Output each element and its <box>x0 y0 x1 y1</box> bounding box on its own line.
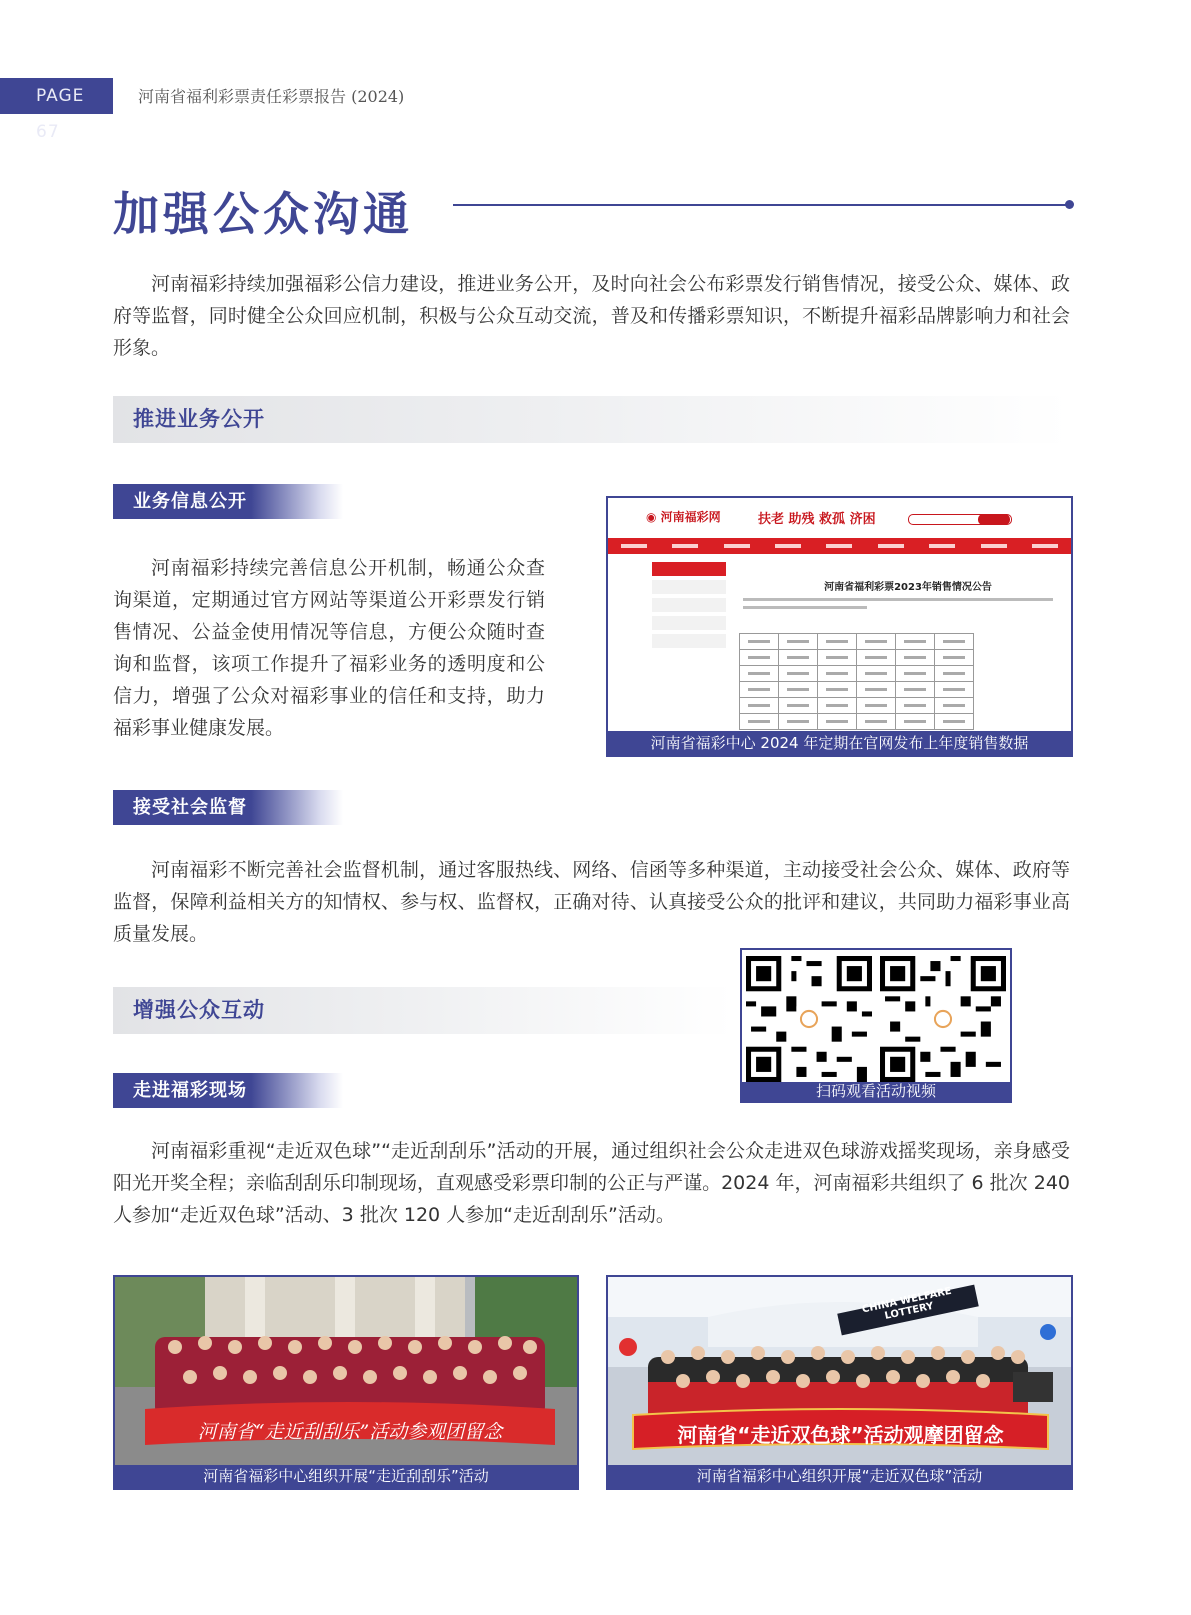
website-sales-table <box>739 633 974 730</box>
photo-backdrop-text: CHINA WELFARE LOTTERY <box>861 1285 953 1322</box>
photo-banner-doublecolor: 河南省“走近双色球”活动观摩团留念 <box>677 1423 1004 1447</box>
website-header <box>608 498 1071 538</box>
website-search-button <box>978 514 1010 525</box>
title-rule-dot <box>1065 200 1074 209</box>
tag-business-info: 业务信息公开 <box>113 484 343 519</box>
website-notice-title: 河南省福利彩票2023年销售情况公告 <box>824 582 992 593</box>
website-slogan: 扶老 助残 救孤 济困 <box>758 512 876 527</box>
website-screenshot <box>606 496 1073 757</box>
title-rule <box>453 204 1070 206</box>
heading-business-open: 推进业务公开 <box>113 396 1070 443</box>
qr-caption: 扫码观看活动视频 <box>742 1082 1010 1101</box>
photo-doublecolor-visit <box>606 1275 1073 1490</box>
photo-caption-doublecolor: 河南省福彩中心组织开展“走近双色球”活动 <box>608 1465 1071 1488</box>
page-number-tab: PAGE 67 <box>0 78 113 114</box>
section-title: 加强公众沟通 <box>113 187 413 241</box>
website-figure-caption: 河南省福彩中心 2024 年定期在官网发布上年度销售数据 <box>608 731 1071 755</box>
report-title: 河南省福利彩票责任彩票报告 (2024) <box>138 87 405 106</box>
lottery-logo-icon: ◉ <box>646 510 657 524</box>
supervision-paragraph: 河南福彩不断完善社会监督机制，通过客服热线、网络、信函等多种渠道，主动接受社会公众、媒体、政府等监督，保障利益相关方的知情权、参与权、监督权，正确对待、认真接受公众的批评和建议，共同助力福彩事业高质量发展。 <box>113 859 1070 945</box>
qr-code-panel <box>740 948 1012 1103</box>
photo-banner-scratch: 河南省“走近刮刮乐”活动参观团留念 <box>197 1421 503 1443</box>
business-info-paragraph: 河南福彩持续完善信息公开机制，畅通公众查询渠道，定期通过官方网站等渠道公开彩票发行销售情况、公益金使用情况等信息，方便公众随时查询和监督，该项工作提升了福彩业务的透明度和公信力，增强了公众对福彩事业的信任和支持，助力福彩事业健康发展。 <box>113 557 545 739</box>
website-notice-text <box>743 598 1053 614</box>
heading-public-interaction: 增强公众互动 <box>113 987 733 1034</box>
website-logo: ◉ 河南福彩网 <box>646 510 721 524</box>
website-sidebar <box>652 562 726 652</box>
tag-visit-site: 走进福彩现场 <box>113 1073 343 1108</box>
photo-caption-scratch: 河南省福彩中心组织开展“走近刮刮乐”活动 <box>115 1465 577 1488</box>
tag-social-supervision: 接受社会监督 <box>113 790 343 825</box>
intro-paragraph: 河南福彩持续加强福彩公信力建设，推进业务公开，及时向社会公布彩票发行销售情况，接受公众、媒体、政府等监督，同时健全公众回应机制，积极与公众互动交流，普及和传播彩票知识，不断提升福彩品牌影响力和社会形象。 <box>113 273 1070 359</box>
visit-paragraph: 河南福彩重视“走近双色球”“走近刮刮乐”活动的开展，通过组织社会公众走进双色球游戏摇奖现场，亲身感受阳光开奖全程；亲临刮刮乐印制现场，直观感受彩票印制的公正与严谨。2024 年，河南福彩共组织了 6 批次 240 人参加“走近双色球”活动、3 批次 120 人参加“走近刮刮乐”活动。 <box>113 1140 1070 1226</box>
qr-code-icon <box>880 956 1006 1082</box>
website-nav <box>608 538 1071 554</box>
photo-scratch-visit <box>113 1275 579 1490</box>
qr-code-icon <box>746 956 872 1082</box>
